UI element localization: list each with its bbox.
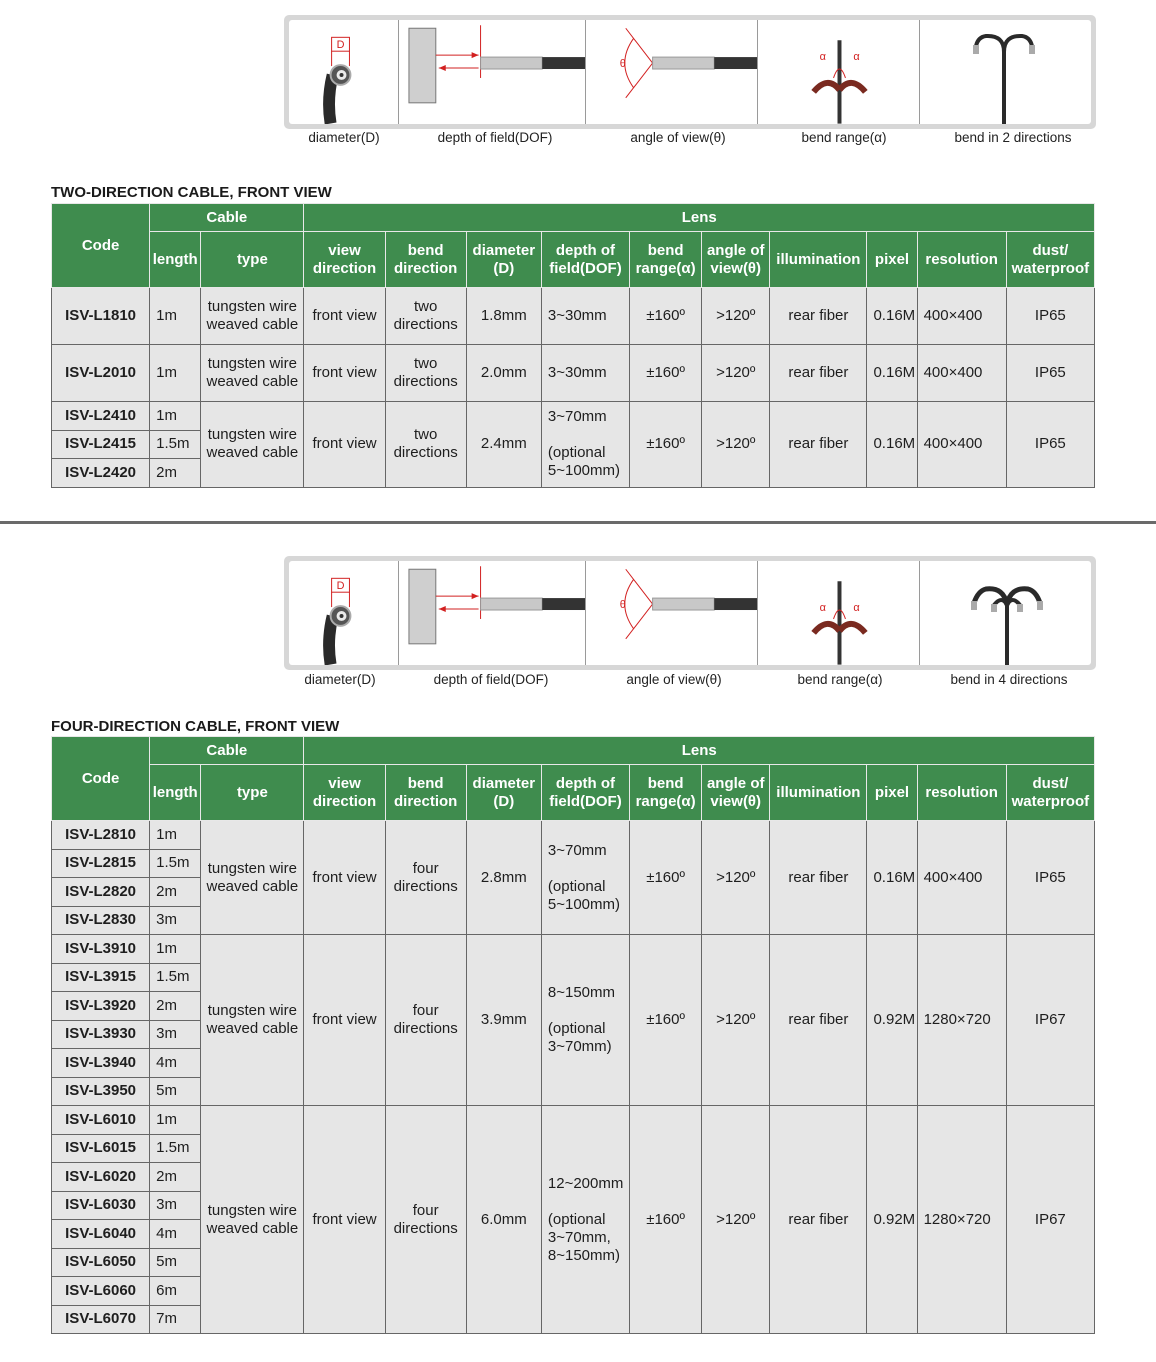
depth-of-field-cell — [541, 288, 629, 345]
cell-line: directions — [393, 316, 458, 333]
code-cell: ISV-L6050 — [52, 1248, 150, 1277]
cell-line: bend — [407, 774, 444, 792]
header-row-top — [52, 737, 1095, 765]
cell-line: depth of — [555, 241, 616, 259]
header-type: type — [201, 232, 304, 288]
table-row — [52, 821, 1095, 850]
caption-diameter: diameter(D) — [304, 672, 376, 687]
pixel-cell: 0.16M — [867, 288, 917, 345]
cell-line: tungsten wire — [207, 355, 297, 372]
resolution-cell: 400×400 — [917, 288, 1006, 345]
type-cell — [201, 402, 304, 488]
view-direction-cell: front view — [304, 935, 385, 1106]
length-cell: 1.5m — [150, 963, 201, 992]
depth-of-field-cell — [541, 935, 629, 1106]
header-row-sub — [52, 765, 1095, 821]
caption-bend-range: bend range(α) — [801, 130, 887, 145]
header-lens: Lens — [304, 737, 1095, 765]
bend-four-directions-diagram — [920, 561, 1091, 665]
header-row-sub — [52, 232, 1095, 288]
code-cell: ISV-L6015 — [52, 1134, 150, 1163]
header-code: Code — [52, 737, 150, 821]
code-cell: ISV-L3950 — [52, 1077, 150, 1106]
cell-line: 3~70mm — [547, 841, 607, 859]
cell-line: bend — [647, 774, 684, 792]
illumination-cell: rear fiber — [770, 345, 867, 402]
cell-line: two — [414, 355, 438, 372]
spec-table-two-direction — [51, 203, 1095, 488]
length-cell: 4m — [150, 1049, 201, 1078]
cell-line: range(α) — [635, 792, 696, 810]
caption-depth-of-field: depth of field(DOF) — [437, 130, 553, 145]
code-cell: ISV-L2810 — [52, 821, 150, 850]
alpha-right-symbol: α — [853, 602, 860, 615]
diagram-strip-four-direction — [284, 556, 1096, 670]
table-row — [52, 1106, 1095, 1135]
cell-line: view — [328, 241, 361, 259]
header-bend-range — [630, 232, 702, 288]
cell-line: direction — [312, 792, 377, 810]
cell-line: 3~30mm — [547, 364, 607, 381]
bend-direction-cell — [385, 1106, 466, 1334]
caption-angle-of-view: angle of view(θ) — [626, 672, 722, 687]
bend-two-directions-diagram — [920, 20, 1091, 124]
cell-line: two — [414, 298, 438, 315]
cell-line: waterproof — [1011, 259, 1090, 277]
caption-depth-of-field: depth of field(DOF) — [433, 672, 549, 687]
depth-of-field-cell — [541, 402, 629, 488]
cell-line: weaved cable — [206, 316, 299, 333]
pixel-cell: 0.16M — [867, 345, 917, 402]
cell-line: four — [412, 1201, 439, 1219]
bend-direction-cell — [385, 288, 466, 345]
length-cell: 1m — [150, 821, 201, 850]
bend-range-diagram — [758, 20, 920, 124]
header-pixel: pixel — [867, 232, 917, 288]
diameter-cell: 2.8mm — [466, 821, 541, 935]
code-cell: ISV-L3915 — [52, 963, 150, 992]
bend-range-diagram — [758, 561, 920, 665]
illumination-cell: rear fiber — [770, 288, 867, 345]
resolution-cell: 400×400 — [917, 821, 1006, 935]
caption-bend-directions: bend in 2 directions — [954, 130, 1072, 145]
code-cell: ISV-L3930 — [52, 1020, 150, 1049]
cell-line: (optional — [547, 877, 606, 895]
cell-line: directions — [393, 877, 458, 895]
angle-of-view-diagram — [586, 20, 758, 124]
depth-of-field-cell — [541, 821, 629, 935]
cell-line: direction — [394, 792, 458, 810]
cell-line: direction — [394, 259, 458, 277]
cell-line: directions — [393, 1020, 458, 1037]
code-cell: ISV-L2420 — [52, 459, 150, 488]
view-direction-cell: front view — [304, 288, 385, 345]
view-direction-cell: front view — [304, 345, 385, 402]
header-angle-of-view — [702, 765, 770, 821]
cell-line: diameter — [472, 241, 536, 259]
code-cell: ISV-L1810 — [52, 288, 150, 345]
table-row — [52, 288, 1095, 345]
header-waterproof — [1006, 765, 1094, 821]
cell-line: 3~70mm, — [547, 1228, 611, 1246]
bend-range-cell: ±160º — [630, 288, 702, 345]
cell-line: tungsten wire — [207, 859, 297, 877]
diagram-captions-four-direction — [284, 672, 1096, 692]
alpha-right-symbol: α — [853, 51, 860, 64]
header-angle-of-view — [702, 232, 770, 288]
header-illumination: illumination — [770, 765, 867, 821]
cell-line: four — [412, 1002, 439, 1019]
code-cell: ISV-L6010 — [52, 1106, 150, 1135]
cell-line: (optional — [547, 444, 606, 462]
code-cell: ISV-L3910 — [52, 935, 150, 964]
diameter-symbol: D — [336, 39, 345, 52]
diagram-strip-two-direction — [284, 15, 1096, 129]
cell-line: range(α) — [635, 259, 696, 277]
code-cell: ISV-L6020 — [52, 1163, 150, 1192]
caption-angle-of-view: angle of view(θ) — [630, 130, 726, 145]
table-row — [52, 345, 1095, 402]
code-cell: ISV-L3940 — [52, 1049, 150, 1078]
header-waterproof — [1006, 232, 1094, 288]
header-resolution: resolution — [917, 232, 1006, 288]
cell-line: (D) — [493, 259, 515, 277]
illumination-cell: rear fiber — [770, 1106, 867, 1334]
code-cell: ISV-L2820 — [52, 878, 150, 907]
cell-line: waterproof — [1011, 792, 1090, 810]
cell-line: weaved cable — [206, 373, 299, 390]
type-cell — [201, 1106, 304, 1334]
header-resolution: resolution — [917, 765, 1006, 821]
code-cell: ISV-L3920 — [52, 992, 150, 1021]
header-lens: Lens — [304, 204, 1095, 232]
length-cell: 1m — [150, 1106, 201, 1135]
header-diameter — [466, 765, 541, 821]
code-cell: ISV-L6030 — [52, 1191, 150, 1220]
cell-line: 3~70mm) — [547, 1038, 612, 1055]
header-view-direction — [304, 232, 385, 288]
cell-line: weaved cable — [206, 1219, 299, 1237]
cell-line: dust/ — [1032, 774, 1069, 792]
length-cell: 6m — [150, 1277, 201, 1306]
diameter-diagram — [289, 20, 399, 124]
diagram-captions-two-direction — [284, 130, 1096, 150]
code-cell: ISV-L2410 — [52, 402, 150, 431]
waterproof-cell: IP65 — [1006, 288, 1094, 345]
theta-symbol: θ — [619, 58, 626, 71]
angle-of-view-cell: >120º — [702, 935, 770, 1106]
view-direction-cell: front view — [304, 821, 385, 935]
bend-direction-cell — [385, 935, 466, 1106]
length-cell: 1m — [150, 345, 201, 402]
cell-line: weaved cable — [206, 444, 299, 462]
bend-range-cell: ±160º — [630, 402, 702, 488]
diameter-diagram — [289, 561, 399, 665]
diameter-symbol: D — [336, 580, 345, 593]
view-direction-cell: front view — [304, 1106, 385, 1334]
pixel-cell: 0.92M — [867, 1106, 917, 1334]
resolution-cell: 1280×720 — [917, 1106, 1006, 1334]
depth-of-field-cell — [541, 345, 629, 402]
bend-direction-cell — [385, 345, 466, 402]
diameter-cell: 1.8mm — [466, 288, 541, 345]
length-cell: 1.5m — [150, 1134, 201, 1163]
cell-line: view(θ) — [710, 792, 762, 810]
length-cell: 1m — [150, 402, 201, 431]
resolution-cell: 400×400 — [917, 402, 1006, 488]
alpha-left-symbol: α — [819, 51, 826, 64]
diameter-cell: 6.0mm — [466, 1106, 541, 1334]
type-cell — [201, 935, 304, 1106]
section-divider — [0, 521, 1156, 524]
length-cell: 3m — [150, 1020, 201, 1049]
type-cell — [201, 288, 304, 345]
angle-of-view-cell: >120º — [702, 345, 770, 402]
cell-line: directions — [393, 373, 458, 390]
cell-line: tungsten wire — [207, 426, 297, 444]
cell-line: (optional — [547, 1210, 606, 1228]
length-cell: 3m — [150, 1191, 201, 1220]
type-cell — [201, 345, 304, 402]
section-title-four-direction: FOUR-DIRECTION CABLE, FRONT VIEW — [51, 718, 340, 735]
cell-line: (D) — [493, 792, 515, 810]
cell-line: 12~200mm — [547, 1174, 624, 1192]
diameter-cell: 2.0mm — [466, 345, 541, 402]
bend-range-cell: ±160º — [630, 1106, 702, 1334]
header-pixel: pixel — [867, 765, 917, 821]
illumination-cell: rear fiber — [770, 821, 867, 935]
cell-line: 5~100mm) — [547, 895, 621, 913]
length-cell: 5m — [150, 1248, 201, 1277]
header-illumination: illumination — [770, 232, 867, 288]
cell-line: 8~150mm — [547, 984, 616, 1001]
caption-bend-directions: bend in 4 directions — [950, 672, 1068, 687]
table-row — [52, 402, 1095, 431]
diameter-cell: 2.4mm — [466, 402, 541, 488]
depth-of-field-cell — [541, 1106, 629, 1334]
bend-direction-cell — [385, 821, 466, 935]
pixel-cell: 0.92M — [867, 935, 917, 1106]
resolution-cell: 1280×720 — [917, 935, 1006, 1106]
cell-line: 3~30mm — [547, 307, 607, 324]
header-code: Code — [52, 204, 150, 288]
length-cell: 1.5m — [150, 430, 201, 459]
header-cable: Cable — [150, 737, 304, 765]
waterproof-cell: IP65 — [1006, 821, 1094, 935]
waterproof-cell: IP65 — [1006, 402, 1094, 488]
bend-range-cell: ±160º — [630, 935, 702, 1106]
section-title-two-direction: TWO-DIRECTION CABLE, FRONT VIEW — [51, 184, 332, 201]
length-cell: 5m — [150, 1077, 201, 1106]
code-cell: ISV-L6060 — [52, 1277, 150, 1306]
code-cell: ISV-L6040 — [52, 1220, 150, 1249]
cell-line: tungsten wire — [207, 1002, 297, 1019]
header-cable: Cable — [150, 204, 304, 232]
length-cell: 2m — [150, 992, 201, 1021]
cell-line: field(DOF) — [549, 792, 622, 810]
view-direction-cell: front view — [304, 402, 385, 488]
length-cell: 7m — [150, 1305, 201, 1334]
cell-line: diameter — [472, 774, 536, 792]
bend-range-cell: ±160º — [630, 821, 702, 935]
length-cell: 2m — [150, 1163, 201, 1192]
diameter-cell: 3.9mm — [466, 935, 541, 1106]
waterproof-cell: IP67 — [1006, 1106, 1094, 1334]
length-cell: 1m — [150, 935, 201, 964]
depth-of-field-diagram — [399, 561, 586, 665]
angle-of-view-diagram — [586, 561, 758, 665]
waterproof-cell: IP67 — [1006, 935, 1094, 1106]
bend-range-cell: ±160º — [630, 345, 702, 402]
table-row — [52, 935, 1095, 964]
header-row-top — [52, 204, 1095, 232]
theta-symbol: θ — [619, 599, 626, 612]
code-cell: ISV-L2830 — [52, 906, 150, 935]
cell-line: weaved cable — [206, 877, 299, 895]
header-view-direction — [304, 765, 385, 821]
depth-of-field-diagram — [399, 20, 586, 124]
cell-line: directions — [393, 444, 458, 462]
resolution-cell: 400×400 — [917, 345, 1006, 402]
spec-table-four-direction — [51, 736, 1095, 1334]
cell-line: depth of — [555, 774, 616, 792]
cell-line: angle of — [706, 774, 765, 792]
angle-of-view-cell: >120º — [702, 402, 770, 488]
pixel-cell: 0.16M — [867, 821, 917, 935]
length-cell: 4m — [150, 1220, 201, 1249]
header-length: length — [150, 232, 201, 288]
cell-line: tungsten wire — [207, 1201, 297, 1219]
cell-line: view — [328, 774, 361, 792]
cell-line: directions — [393, 1219, 458, 1237]
code-cell: ISV-L2010 — [52, 345, 150, 402]
caption-bend-range: bend range(α) — [797, 672, 883, 687]
header-depth-of-field — [541, 765, 629, 821]
length-cell: 2m — [150, 878, 201, 907]
cell-line: two — [414, 426, 438, 444]
angle-of-view-cell: >120º — [702, 1106, 770, 1334]
header-length: length — [150, 765, 201, 821]
code-cell: ISV-L2415 — [52, 430, 150, 459]
cell-line: (optional — [547, 1020, 606, 1037]
alpha-left-symbol: α — [819, 602, 826, 615]
cell-line: four — [412, 859, 439, 877]
code-cell: ISV-L6070 — [52, 1305, 150, 1334]
header-diameter — [466, 232, 541, 288]
cell-line: 3~70mm — [547, 408, 607, 426]
code-cell: ISV-L2815 — [52, 849, 150, 878]
cell-line: bend — [407, 241, 444, 259]
cell-line: bend — [647, 241, 684, 259]
header-bend-range — [630, 765, 702, 821]
header-bend-direction — [385, 232, 466, 288]
cell-line: 5~100mm) — [547, 462, 621, 480]
caption-diameter: diameter(D) — [308, 130, 380, 145]
illumination-cell: rear fiber — [770, 935, 867, 1106]
length-cell: 2m — [150, 459, 201, 488]
length-cell: 3m — [150, 906, 201, 935]
type-cell — [201, 821, 304, 935]
header-depth-of-field — [541, 232, 629, 288]
length-cell: 1m — [150, 288, 201, 345]
header-bend-direction — [385, 765, 466, 821]
angle-of-view-cell: >120º — [702, 821, 770, 935]
length-cell: 1.5m — [150, 849, 201, 878]
cell-line: view(θ) — [710, 259, 762, 277]
illumination-cell: rear fiber — [770, 402, 867, 488]
cell-line: 8~150mm) — [547, 1246, 621, 1264]
cell-line: weaved cable — [206, 1020, 299, 1037]
waterproof-cell: IP65 — [1006, 345, 1094, 402]
angle-of-view-cell: >120º — [702, 288, 770, 345]
cell-line: field(DOF) — [549, 259, 622, 277]
pixel-cell: 0.16M — [867, 402, 917, 488]
bend-direction-cell — [385, 402, 466, 488]
cell-line: tungsten wire — [207, 298, 297, 315]
header-type: type — [201, 765, 304, 821]
cell-line: direction — [312, 259, 377, 277]
cell-line: angle of — [706, 241, 765, 259]
cell-line: dust/ — [1032, 241, 1069, 259]
